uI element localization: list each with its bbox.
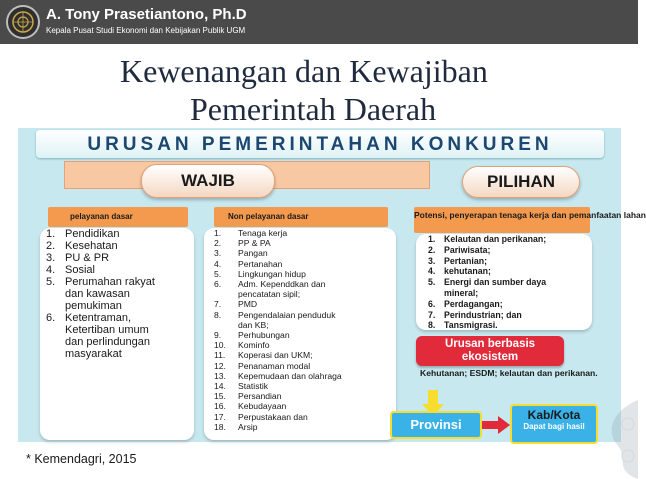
non-pelayanan-dasar-item-text: Adm. Kependdkan dan bbox=[238, 279, 326, 290]
non-pelayanan-dasar-item-text: Tenaga kerja bbox=[238, 228, 288, 238]
non-pelayanan-dasar-item-text: Kominfo bbox=[238, 340, 270, 351]
pelayanan-dasar-item-text: Perumahan rakyat bbox=[65, 276, 155, 288]
non-pelayanan-dasar-item bbox=[204, 228, 396, 238]
pelayanan-dasar-list bbox=[40, 228, 194, 440]
pelayanan-dasar-item-number: 4. bbox=[46, 264, 56, 276]
non-pelayanan-dasar-item-text: Kepemudaan dan olahraga bbox=[238, 370, 342, 381]
pilihan-item bbox=[416, 245, 592, 256]
pilihan-item-text: kehutanan; bbox=[444, 266, 491, 277]
kab-kota-note: Dapat bagi hasil bbox=[523, 422, 585, 431]
non-pelayanan-dasar-item bbox=[204, 248, 396, 258]
pilihan-item bbox=[416, 277, 592, 288]
kab-kota-label: Kab/Kota bbox=[527, 408, 581, 422]
pilihan-item-text: Kelautan dan perikanan; bbox=[444, 234, 547, 244]
non-pelayanan-dasar-item-text: Penanaman modal bbox=[238, 360, 311, 371]
pilihan-item-text: Perindustrian; dan bbox=[444, 309, 522, 320]
non-pelayanan-dasar-item-number: 16. bbox=[214, 401, 226, 412]
non-pelayanan-dasar-item-number: 1. bbox=[214, 228, 222, 238]
pelayanan-dasar-item-text: dan perlindungan bbox=[65, 336, 151, 348]
non-pelayanan-dasar-item-text: Pertanahan bbox=[238, 258, 283, 269]
pelayanan-dasar-item-text: dan kawasan bbox=[65, 288, 130, 300]
pilihan-item-text: Pariwisata; bbox=[444, 244, 491, 255]
non-pelayanan-dasar-item-number: 6. bbox=[214, 279, 222, 290]
non-pelayanan-dasar-item-number: 4. bbox=[214, 258, 222, 269]
pelayanan-dasar-item-text: Ketertiban umum bbox=[65, 324, 149, 336]
pelayanan-dasar-item-text: masyarakat bbox=[65, 348, 122, 360]
non-pelayanan-dasar-item bbox=[204, 391, 396, 401]
ugm-logo-icon bbox=[6, 5, 40, 39]
wajib-label: WAJIB bbox=[141, 164, 275, 198]
non-pelayanan-dasar-item-number: 13. bbox=[214, 370, 226, 381]
pelayanan-dasar-item bbox=[40, 312, 194, 324]
non-pelayanan-dasar-item bbox=[204, 350, 396, 360]
non-pelayanan-dasar-item-text: Pengendalaian penduduk bbox=[238, 309, 336, 320]
non-pelayanan-dasar-item-text: PP & PA bbox=[238, 238, 271, 249]
pilihan-item bbox=[416, 266, 592, 277]
non-pelayanan-dasar-item bbox=[204, 279, 396, 289]
pilihan-list bbox=[416, 234, 592, 330]
non-pelayanan-dasar-item-number: 11. bbox=[214, 350, 226, 361]
pelayanan-dasar-item-number: 6. bbox=[46, 312, 56, 324]
pilihan-item-text: Tansmigrasi. bbox=[444, 320, 498, 331]
non-pelayanan-dasar-item-number: 2. bbox=[214, 238, 222, 249]
pilihan-item-number: 4. bbox=[428, 266, 436, 277]
pilihan-item bbox=[416, 234, 592, 245]
pilihan-item-number: 2. bbox=[428, 244, 436, 255]
pelayanan-dasar-item-text: PU & PR bbox=[65, 252, 110, 264]
non-pelayanan-dasar-item bbox=[204, 381, 396, 391]
pilihan-item-text: Energi dan sumber daya bbox=[444, 277, 547, 288]
non-pelayanan-dasar-item-number: 15. bbox=[214, 391, 226, 402]
non-pelayanan-dasar-item-text: Perpustakaan dan bbox=[238, 411, 308, 422]
non-pelayanan-dasar-item bbox=[204, 371, 396, 381]
non-pelayanan-dasar-item-text: Arsip bbox=[238, 421, 258, 432]
non-pelayanan-dasar-item bbox=[204, 259, 396, 269]
non-pelayanan-dasar-header: Non pelayanan dasar bbox=[214, 207, 388, 227]
ekosistem-line2: ekosistem bbox=[461, 351, 519, 363]
non-pelayanan-dasar-item-number: 9. bbox=[214, 330, 222, 341]
pelayanan-dasar-item-text: Kesehatan bbox=[65, 240, 118, 252]
non-pelayanan-dasar-item bbox=[204, 340, 396, 350]
pelayanan-dasar-item-number: 2. bbox=[46, 240, 56, 252]
pilihan-item bbox=[416, 320, 592, 331]
ekosistem-box bbox=[416, 336, 564, 366]
non-pelayanan-dasar-item bbox=[204, 422, 396, 432]
non-pelayanan-dasar-item-number: 12. bbox=[214, 360, 226, 371]
non-pelayanan-dasar-list bbox=[204, 228, 396, 440]
non-pelayanan-dasar-item bbox=[204, 320, 396, 330]
source-note: * Kemendagri, 2015 bbox=[26, 452, 137, 466]
pelayanan-dasar-item-number: 1. bbox=[46, 228, 56, 240]
pilihan-item bbox=[416, 288, 592, 299]
non-pelayanan-dasar-item-number: 18. bbox=[214, 421, 226, 432]
pelayanan-dasar-item-number: 3. bbox=[46, 252, 56, 264]
batik-ornament-icon bbox=[584, 400, 638, 479]
non-pelayanan-dasar-item-text: Statistik bbox=[238, 381, 269, 392]
pelayanan-dasar-header: pelayanan dasar bbox=[48, 207, 188, 227]
ekosistem-description: Kehutanan; ESDM; kelautan dan perikanan. bbox=[420, 368, 598, 378]
banner-text: URUSAN PEMERINTAHAN KONKUREN bbox=[87, 134, 553, 155]
non-pelayanan-dasar-item bbox=[204, 299, 396, 309]
right-arrow-icon bbox=[482, 416, 510, 434]
pelayanan-dasar-item bbox=[40, 288, 194, 300]
non-pelayanan-dasar-item-number: 3. bbox=[214, 248, 222, 259]
provinsi-box: Provinsi bbox=[390, 411, 482, 439]
non-pelayanan-dasar-item bbox=[204, 310, 396, 320]
pilihan-item-number: 7. bbox=[428, 309, 436, 320]
non-pelayanan-dasar-item bbox=[204, 289, 396, 299]
pilihan-item bbox=[416, 299, 592, 310]
header-bar bbox=[0, 0, 638, 44]
slide-title-line2: Pemerintah Daerah bbox=[190, 91, 437, 127]
pilihan-item bbox=[416, 310, 592, 321]
pelayanan-dasar-item bbox=[40, 240, 194, 252]
pilihan-item-number: 3. bbox=[428, 255, 436, 266]
urusan-diagram bbox=[18, 128, 646, 442]
non-pelayanan-dasar-item-number: 17. bbox=[214, 411, 226, 422]
pelayanan-dasar-item bbox=[40, 324, 194, 336]
non-pelayanan-dasar-item-text: Persandian bbox=[238, 391, 282, 402]
pelayanan-dasar-item-text: Sosial bbox=[65, 264, 95, 276]
pelayanan-dasar-item bbox=[40, 228, 194, 240]
non-pelayanan-dasar-item-number: 8. bbox=[214, 309, 222, 320]
pilihan-item-number: 8. bbox=[428, 320, 436, 331]
pelayanan-dasar-item-text: pemukiman bbox=[65, 300, 122, 312]
pelayanan-dasar-item bbox=[40, 252, 194, 264]
presenter-name: A. Tony Prasetiantono, Ph.D bbox=[46, 6, 247, 23]
pilihan-label: PILIHAN bbox=[462, 166, 580, 198]
non-pelayanan-dasar-item bbox=[204, 269, 396, 279]
pelayanan-dasar-item-text: Pendidikan bbox=[65, 228, 120, 240]
pelayanan-dasar-item bbox=[40, 336, 194, 348]
non-pelayanan-dasar-item-text: Kebudayaan bbox=[238, 401, 287, 412]
pilihan-item-number: 1. bbox=[428, 234, 436, 244]
non-pelayanan-dasar-item-text: Perhubungan bbox=[238, 330, 290, 341]
pelayanan-dasar-item-number: 5. bbox=[46, 276, 56, 288]
diagram-banner bbox=[36, 130, 604, 158]
pilihan-item-number: 6. bbox=[428, 298, 436, 309]
pelayanan-dasar-item bbox=[40, 276, 194, 288]
non-pelayanan-dasar-item-number: 7. bbox=[214, 299, 222, 310]
non-pelayanan-dasar-item-number: 10. bbox=[214, 340, 226, 351]
non-pelayanan-dasar-item bbox=[204, 361, 396, 371]
non-pelayanan-dasar-item-text: Koperasi dan UKM; bbox=[238, 350, 313, 361]
non-pelayanan-dasar-item bbox=[204, 238, 396, 248]
pilihan-item-text: Pertanian; bbox=[444, 255, 488, 266]
pelayanan-dasar-item bbox=[40, 300, 194, 312]
pilihan-item bbox=[416, 256, 592, 267]
non-pelayanan-dasar-item-text: PMD bbox=[238, 299, 258, 310]
pelayanan-dasar-item bbox=[40, 348, 194, 360]
ekosistem-line1: Urusan berbasis bbox=[444, 338, 536, 350]
slide-title-line1: Kewenangan dan Kewajiban bbox=[120, 53, 488, 89]
non-pelayanan-dasar-item bbox=[204, 412, 396, 422]
non-pelayanan-dasar-item bbox=[204, 401, 396, 411]
non-pelayanan-dasar-item-text: dan KB; bbox=[238, 319, 269, 330]
non-pelayanan-dasar-item-number: 5. bbox=[214, 268, 222, 279]
non-pelayanan-dasar-item-text: Lingkungan hidup bbox=[238, 268, 306, 279]
presenter-affiliation: Kepala Pusat Studi Ekonomi dan Kebijakan Publik UGM bbox=[46, 26, 246, 35]
pilihan-item-text: mineral; bbox=[444, 287, 479, 298]
non-pelayanan-dasar-item-number: 14. bbox=[214, 381, 226, 392]
pelayanan-dasar-item-text: Ketentraman, bbox=[65, 312, 132, 324]
non-pelayanan-dasar-item-text: pencatatan sipil; bbox=[238, 289, 301, 300]
non-pelayanan-dasar-item-text: Pangan bbox=[238, 248, 268, 259]
pelayanan-dasar-item bbox=[40, 264, 194, 276]
non-pelayanan-dasar-item bbox=[204, 330, 396, 340]
pilihan-header: Potensi, penyerapan tenaga kerja dan pemanfaatan lahan bbox=[414, 207, 590, 233]
pilihan-item-number: 5. bbox=[428, 277, 436, 288]
pilihan-item-text: Perdagangan; bbox=[444, 298, 503, 309]
